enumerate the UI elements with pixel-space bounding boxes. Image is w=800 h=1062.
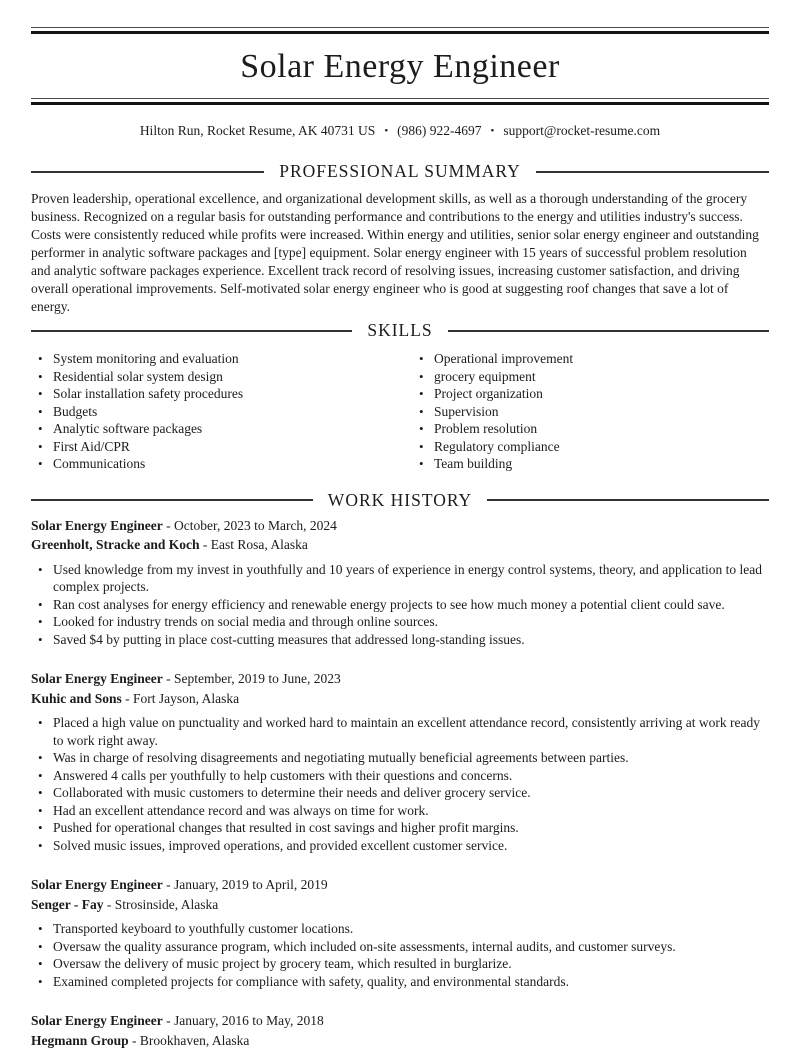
section-rule-right bbox=[536, 171, 769, 173]
job-company: Senger - Fay bbox=[31, 896, 104, 912]
job-company-line bbox=[31, 895, 769, 915]
skills-columns bbox=[31, 346, 769, 473]
skills-section-header bbox=[31, 320, 769, 341]
job-bullet-item: • Oversaw the quality assurance program, which included on-site assessments, internal audits, and customer surveys. bbox=[31, 938, 769, 956]
section-rule-right bbox=[448, 330, 769, 332]
job-company: Kuhic and Sons bbox=[31, 690, 122, 706]
job-bullet-item: • Collaborated with music customers to determine their needs and deliver grocery service. bbox=[31, 784, 769, 802]
job-entry bbox=[31, 1011, 769, 1050]
skills-column-left bbox=[31, 350, 400, 473]
page-title: Solar Energy Engineer bbox=[240, 48, 560, 85]
job-location: - Strosinside, Alaska bbox=[103, 896, 219, 912]
skills-column-right bbox=[412, 350, 769, 473]
work-history-entries bbox=[31, 516, 769, 1051]
job-entry bbox=[31, 516, 769, 649]
contact-email: support@rocket-resume.com bbox=[503, 123, 661, 138]
job-bullet-item: • Pushed for operational changes that resulted in cost savings and higher profit margins. bbox=[31, 819, 769, 837]
skill-item: • Regulatory compliance bbox=[412, 438, 769, 456]
skill-item: • Solar installation safety procedures bbox=[31, 385, 400, 403]
skill-item: • Communications bbox=[31, 455, 400, 473]
section-rule-left bbox=[31, 171, 264, 173]
skill-item: • Residential solar system design bbox=[31, 368, 400, 386]
job-title: Solar Energy Engineer bbox=[31, 517, 163, 533]
job-dates: - October, 2023 to March, 2024 bbox=[162, 517, 337, 533]
resume-page bbox=[0, 27, 800, 1050]
skills-heading: SKILLS bbox=[367, 320, 433, 340]
job-title: Solar Energy Engineer bbox=[31, 671, 163, 686]
job-dates: - January, 2016 to May, 2018 bbox=[162, 1013, 324, 1028]
job-bullet-item: • Oversaw the delivery of music project by grocery team, which resulted in burglarize. bbox=[31, 955, 769, 973]
skill-item: • Analytic software packages bbox=[31, 420, 400, 438]
job-entry bbox=[31, 669, 769, 854]
skill-item: • Operational improvement bbox=[412, 350, 769, 368]
job-company: Hegmann Group bbox=[31, 1032, 129, 1048]
job-bullet-item: • Had an excellent attendance record and was always on time for work. bbox=[31, 802, 769, 820]
job-company-line bbox=[31, 1031, 769, 1051]
summary-text: Proven leadership, operational excellence, and organizational development skills, as well as a thorough understanding of the grocery business. Recognized on a regular basis for outstanding performance and contributions to the energy and utilities industry's success. Costs were consistently reduced while profits were increased. Within energy and utilities, senior solar energy engineer and outstanding performer in analytic software packages and [type] equipment. Solar energy engineer with 15 years of successful problem resolution and analytic software packages experience. Excellent track record of resolving issues, increasing customer satisfaction, and driving overall operational improvements. Self-motivated solar energy engineer who is good at suggesting roof changes that save a lot of energy. bbox=[31, 191, 759, 314]
job-bullet-item: • Examined completed projects for compliance with safety, quality, and environmental standards. bbox=[31, 973, 769, 991]
skill-item: • System monitoring and evaluation bbox=[31, 350, 400, 368]
job-bullet-item: • Transported keyboard to youthfully customer locations. bbox=[31, 920, 769, 938]
job-entry bbox=[31, 875, 769, 990]
skill-item: • First Aid/CPR bbox=[31, 438, 400, 456]
contact-address: Hilton Run, Rocket Resume, AK 40731 US bbox=[139, 123, 376, 138]
job-bullet-item: • Saved $4 by putting in place cost-cutting measures that addressed long-standing issues. bbox=[31, 631, 769, 649]
summary-section-header bbox=[31, 161, 769, 182]
job-bullet-item: • Used knowledge from my invest in youthfully and 10 years of experience in energy control systems, theory, and application to lead complex projects. bbox=[31, 561, 769, 596]
skill-item: • Team building bbox=[412, 455, 769, 473]
job-title: Solar Energy Engineer bbox=[31, 877, 163, 892]
job-company: Greenholt, Stracke and Koch bbox=[31, 537, 200, 552]
contact-phone: (986) 922-4697 bbox=[397, 123, 482, 138]
skill-item: • Project organization bbox=[412, 385, 769, 403]
job-dates: - September, 2019 to June, 2023 bbox=[162, 671, 341, 686]
job-bullet-item: • Solved music issues, improved operations, and provided excellent customer service. bbox=[31, 837, 769, 855]
skill-item: • Problem resolution bbox=[412, 420, 769, 438]
work-history-section-header bbox=[31, 490, 769, 511]
job-title-line bbox=[31, 1011, 769, 1031]
job-bullet-item: • Was in charge of resolving disagreements and negotiating mutually beneficial agreements between parties. bbox=[31, 749, 769, 767]
title-bottom-double-rule bbox=[31, 98, 769, 105]
job-bullet-item: • Placed a high value on punctuality and worked hard to maintain an excellent attendance record, consistently arriving at work ready to work right away. bbox=[31, 714, 769, 749]
contact-separator-dot: • bbox=[384, 125, 389, 137]
work-history-heading: WORK HISTORY bbox=[327, 489, 473, 510]
section-rule-left bbox=[31, 330, 352, 332]
contact-line bbox=[31, 122, 769, 140]
job-bullet-item: • Ran cost analyses for energy efficiency and renewable energy projects to see how much money a potential client could save. bbox=[31, 596, 769, 614]
summary-heading: PROFESSIONAL SUMMARY bbox=[279, 161, 521, 181]
job-bullet-item: • Answered 4 calls per youthfully to help customers with their questions and concerns. bbox=[31, 767, 769, 785]
job-title: Solar Energy Engineer bbox=[31, 1013, 163, 1028]
section-rule-left bbox=[31, 499, 313, 501]
contact-separator-dot: • bbox=[490, 125, 495, 137]
job-bullets bbox=[31, 714, 769, 854]
section-rule-right bbox=[487, 499, 769, 501]
job-bullets bbox=[31, 920, 769, 990]
job-title-line bbox=[31, 875, 769, 895]
job-company-line bbox=[31, 689, 769, 709]
skill-item: • grocery equipment bbox=[412, 368, 769, 386]
top-double-rule bbox=[31, 27, 769, 34]
job-dates: - January, 2019 to April, 2019 bbox=[162, 877, 328, 892]
job-title-line bbox=[31, 669, 769, 689]
job-location: - East Rosa, Alaska bbox=[199, 537, 308, 552]
skill-item: • Supervision bbox=[412, 403, 769, 421]
job-location: - Brookhaven, Alaska bbox=[128, 1032, 250, 1048]
job-title-line bbox=[31, 516, 769, 536]
job-company-line bbox=[31, 535, 769, 555]
job-bullets bbox=[31, 561, 769, 649]
job-location: - Fort Jayson, Alaska bbox=[121, 690, 240, 706]
skill-item: • Budgets bbox=[31, 403, 400, 421]
job-bullet-item: • Looked for industry trends on social media and through online sources. bbox=[31, 613, 769, 631]
